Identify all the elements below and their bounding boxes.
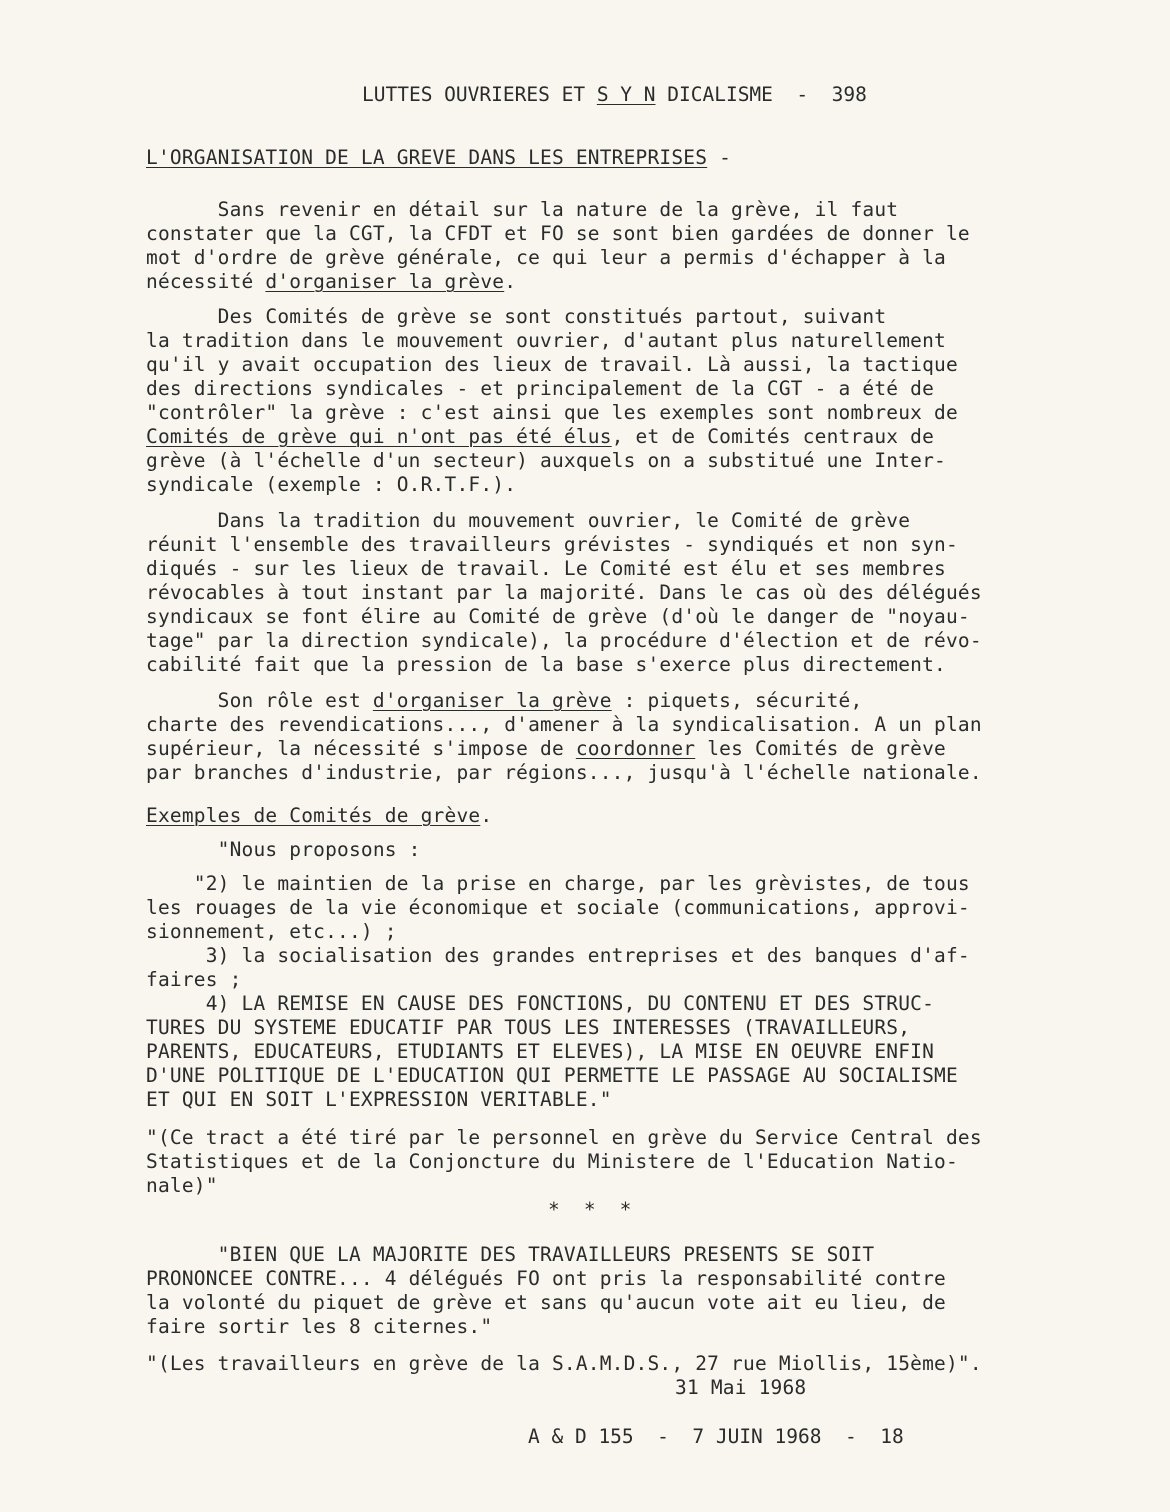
p4-line-1 xyxy=(146,689,862,713)
p2-line-5: "contrôler" la grève : c'est ainsi que les exemples sont nombreux de xyxy=(146,401,958,424)
quote1-line-6: faires ; xyxy=(146,968,242,991)
p4-line-4: par branches d'industrie, par régions..., jusqu'à l'échelle nationale. xyxy=(146,761,982,784)
quote2-line-4: faire sortir les 8 citernes." xyxy=(146,1315,493,1338)
quote1-line-7: 4) LA REMISE EN CAUSE DES FONCTIONS, DU CONTENU ET DES STRUC- xyxy=(146,992,935,1015)
p4-line-3 xyxy=(146,737,946,761)
examples-title xyxy=(146,804,492,828)
quote1-line-5: 3) la socialisation des grandes entreprises et des banques d'af- xyxy=(146,944,970,967)
quote1-line-4: sionnement, etc...) ; xyxy=(146,920,397,943)
p2-line-2: la tradition dans le mouvement ouvrier, d'autant plus naturellement xyxy=(146,329,946,352)
p3-line-1: Dans la tradition du mouvement ouvrier, le Comité de grève xyxy=(146,509,911,532)
p2-line-6-b: , et de Comités centraux de xyxy=(611,425,935,448)
quote2-line-3: la volonté du piquet de grève et sans qu'aucun vote ait eu lieu, de xyxy=(146,1291,946,1314)
p2-line-1: Des Comités de grève se sont constitués partout, suivant xyxy=(146,305,887,328)
quote1-line-11: ET QUI EN SOIT L'EXPRESSION VERITABLE." xyxy=(146,1088,612,1111)
source1-line-1: "(Ce tract a été tiré par le personnel en grève du Service Central des xyxy=(146,1126,982,1149)
p1-line-2: constater que la CGT, la CFDT et FO se sont bien gardées de donner le xyxy=(146,222,970,245)
source2-line-1: "(Les travailleurs en grève de la S.A.M.D.S., 27 rue Miollis, 15ème)". xyxy=(146,1352,982,1375)
quote1-line-10: D'UNE POLITIQUE DE L'EDUCATION QUI PERMETTE LE PASSAGE AU SOCIALISME xyxy=(146,1064,958,1087)
p2-line-4: des directions syndicales - et principalement de la CGT - a été de xyxy=(146,377,935,400)
p1-line-4 xyxy=(146,270,516,294)
p4-line-2: charte des revendications..., d'amener à la syndicalisation. A un plan xyxy=(146,713,982,736)
separator-asterisks: * * * xyxy=(548,1198,632,1221)
quote1-line-9: PARENTS, EDUCATEURS, ETUDIANTS ET ELEVES), LA MISE EN OEUVRE ENFIN xyxy=(146,1040,935,1063)
quote2-line-2: PRONONCEE CONTRE... 4 délégués FO ont pris la responsabilité contre xyxy=(146,1267,946,1290)
section-title-text: L'ORGANISATION DE LA GREVE DANS LES ENTREPRISES xyxy=(146,146,708,169)
page-footer: A & D 155 - 7 JUIN 1968 - 18 xyxy=(528,1425,904,1448)
source2-date: 31 Mai 1968 xyxy=(675,1376,807,1399)
examples-title-dot: . xyxy=(480,804,493,827)
examples-title-text: Exemples de Comités de grève xyxy=(146,804,481,827)
p4-line-3-underlined: coordonner xyxy=(575,737,696,760)
section-title xyxy=(146,146,731,170)
section-title-dash: - xyxy=(707,146,732,169)
p2-line-6 xyxy=(146,425,934,449)
header-left: LUTTES OUVRIERES ET xyxy=(362,83,597,106)
header-right: DICALISME - 398 xyxy=(655,83,867,106)
p2-line-7: grève (à l'échelle d'un secteur) auxquels on a substitué une Inter- xyxy=(146,449,946,472)
quote1-line-1: "Nous proposons : xyxy=(146,838,421,861)
p2-line-3: qu'il y avait occupation des lieux de travail. Là aussi, la tactique xyxy=(146,353,958,376)
p1-line-3: mot d'ordre de grève générale, ce qui leur a permis d'échapper à la xyxy=(146,246,946,269)
p4-line-3-b: les Comités de grève xyxy=(695,737,946,760)
p1-line-4-b: . xyxy=(504,270,517,293)
source1-line-2: Statistiques et de la Conjoncture du Ministere de l'Education Natio- xyxy=(146,1150,958,1173)
p1-line-4-a: nécessité xyxy=(146,270,266,293)
header-syn: S Y N xyxy=(596,83,656,106)
p4-line-1-a: Son rôle est xyxy=(146,689,373,712)
p3-line-6: tage" par la direction syndicale), la procédure d'élection et de révo- xyxy=(146,629,982,652)
p3-line-2: réunit l'ensemble des travailleurs grévistes - syndiqués et non syn- xyxy=(146,533,958,556)
p4-line-1-b: : piquets, sécurité, xyxy=(611,689,863,712)
page-header xyxy=(362,83,867,106)
quote1-line-2: "2) le maintien de la prise en charge, par les grèvistes, de tous xyxy=(146,872,970,895)
quote2-line-1: "BIEN QUE LA MAJORITE DES TRAVAILLEURS PRESENTS SE SOIT xyxy=(146,1243,875,1266)
p1-line-1: Sans revenir en détail sur la nature de la grève, il faut xyxy=(146,198,899,221)
p4-line-1-underlined: d'organiser la grève xyxy=(372,689,612,712)
p1-line-4-underlined: d'organiser la grève xyxy=(265,270,505,293)
p3-line-3: diqués - sur les lieux de travail. Le Comité est élu et ses membres xyxy=(146,557,946,580)
p3-line-5: syndicaux se font élire au Comité de grève (d'où le danger de "noyau- xyxy=(146,605,970,628)
p3-line-7: cabilité fait que la pression de la base s'exerce plus directement. xyxy=(146,653,946,676)
p3-line-4: révocables à tout instant par la majorité. Dans le cas où des délégués xyxy=(146,581,982,604)
p4-line-3-a: supérieur, la nécessité s'impose de xyxy=(146,737,576,760)
quote1-line-8: TURES DU SYSTEME EDUCATIF PAR TOUS LES INTERESSES (TRAVAILLEURS, xyxy=(146,1016,911,1039)
p2-line-6-underlined: Comités de grève qui n'ont pas été élus xyxy=(146,425,612,448)
p2-line-8: syndicale (exemple : O.R.T.F.). xyxy=(146,473,517,496)
source1-line-3: nale)" xyxy=(146,1174,218,1197)
quote1-line-3: les rouages de la vie économique et sociale (communications, approvi- xyxy=(146,896,970,919)
